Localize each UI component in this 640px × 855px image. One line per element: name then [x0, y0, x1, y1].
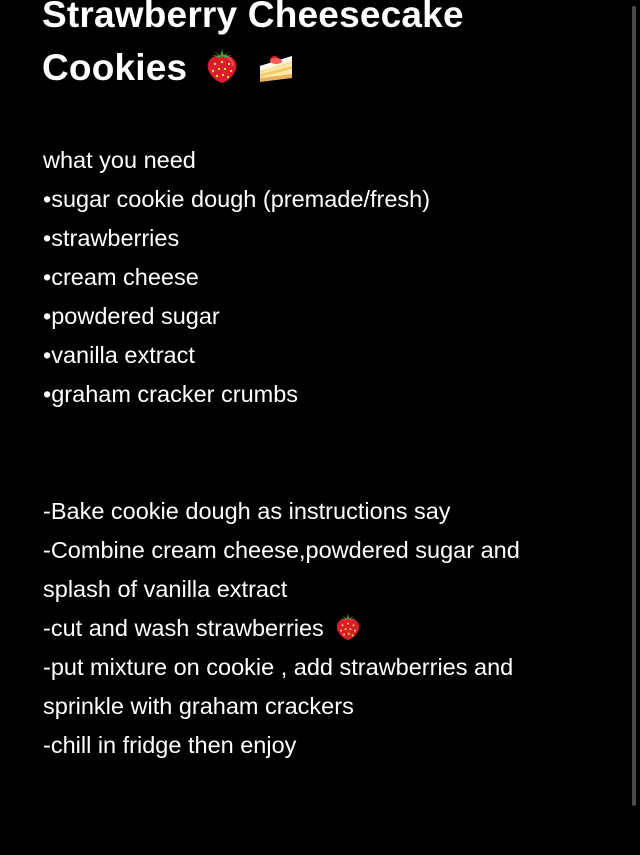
note-title-line-2: Cookies [42, 47, 188, 88]
ingredient-item: •cream cheese [43, 264, 199, 290]
step-item: -Bake cookie dough as instructions say [43, 498, 451, 524]
step-item-with-icon [43, 609, 623, 648]
note-body [43, 141, 623, 765]
ingredient-item: •graham cracker crumbs [43, 381, 299, 407]
step-item: -cut and wash strawberries [43, 615, 324, 641]
ingredient-item: •sugar cookie dough (premade/fresh) [43, 186, 431, 212]
ingredient-item: •powdered sugar [43, 303, 220, 329]
strawberry-icon [204, 45, 240, 98]
step-item: -chill in fridge then enjoy [43, 732, 297, 758]
note-title-line-1: Strawberry Cheesecake [42, 0, 464, 35]
strawberry-icon [334, 611, 362, 653]
note-title [42, 0, 602, 98]
blank-line [43, 414, 623, 453]
step-item: -Combine cream cheese,powdered sugar and [43, 537, 520, 563]
step-item-continued: splash of vanilla extract [43, 576, 288, 602]
cheesecake-icon [256, 45, 296, 98]
ingredient-item: •vanilla extract [43, 342, 195, 368]
ingredients-heading: what you need [43, 147, 196, 173]
step-item: -put mixture on cookie , add strawberries and [43, 654, 514, 680]
vertical-scrollbar[interactable] [632, 6, 636, 806]
blank-line [43, 453, 623, 492]
ingredient-item: •strawberries [43, 225, 180, 251]
step-item-continued: sprinkle with graham crackers [43, 693, 354, 719]
